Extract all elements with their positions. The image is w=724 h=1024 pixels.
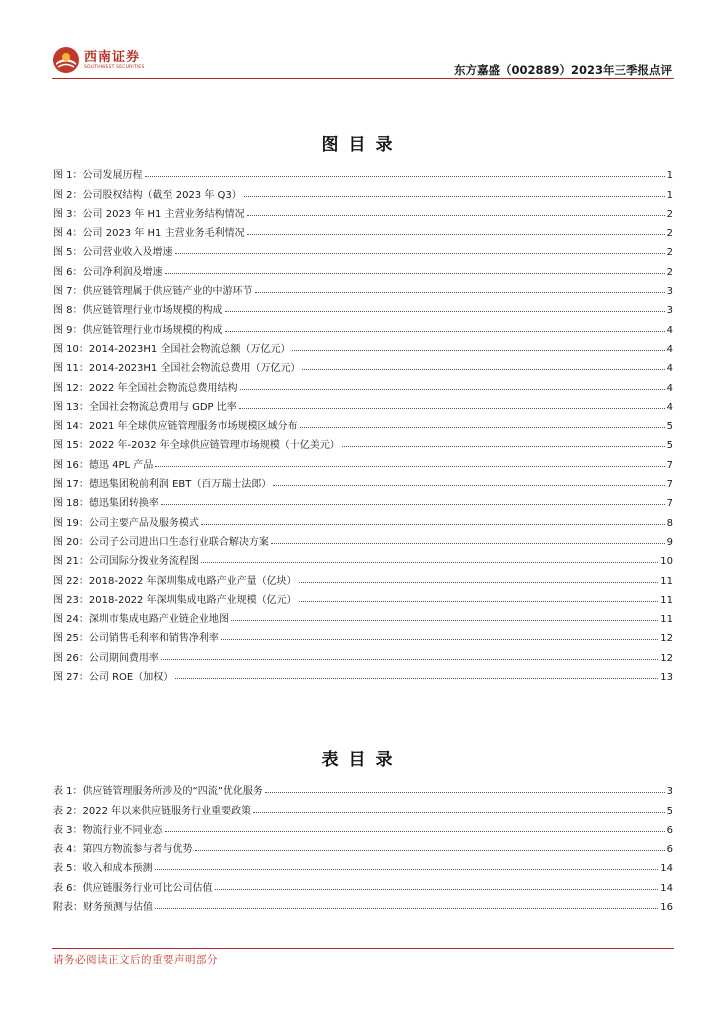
figure-index-entry-page: 4	[666, 382, 673, 394]
dot-leader	[247, 215, 665, 216]
figure-index-entry-page: 5	[666, 440, 673, 452]
figure-index-entry[interactable]	[53, 625, 673, 644]
figure-index-entry[interactable]	[53, 258, 673, 277]
figure-index-entry-page: 4	[666, 363, 673, 375]
figure-index-entry-label: 图 26：公司期间费用率	[53, 652, 159, 664]
figure-index-entry-page: 9	[666, 536, 673, 548]
logo-name-en: SOUTHWEST SECURITIES	[84, 64, 145, 70]
logo-name-cn: 西南证券	[84, 49, 141, 65]
figure-index-entry[interactable]	[53, 239, 673, 258]
table-index-entry-page: 14	[660, 863, 673, 875]
table-index-entry-label: 表 6：供应链服务行业可比公司估值	[53, 882, 213, 894]
figure-index-entry-label: 图 16：德迅 4PL 产品	[53, 459, 154, 471]
figure-index-entry-label: 图 27：公司 ROE（加权）	[53, 672, 174, 684]
figure-index-entry[interactable]	[53, 451, 673, 470]
figure-index-entry-label: 图 1：公司发展历程	[53, 170, 143, 182]
dot-leader	[302, 369, 664, 370]
figure-index-entry[interactable]	[53, 316, 673, 335]
figure-index-entry[interactable]	[53, 432, 673, 451]
footer-divider	[52, 948, 674, 949]
figure-index-entry-label: 图 2：公司股权结构（截至 2023 年 Q3）	[53, 189, 242, 201]
figure-index-entry-page: 7	[666, 459, 673, 471]
dot-leader	[201, 524, 665, 525]
figure-index-entry-page: 12	[660, 652, 673, 664]
figure-index-list	[53, 162, 673, 683]
figure-index-entry-page: 2	[666, 208, 673, 220]
table-index-entry-label: 表 2：2022 年以来供应链服务行业重要政策	[53, 805, 252, 817]
figure-index-entry-label: 图 23：2018-2022 年深圳集成电路产业规模（亿元）	[53, 594, 297, 606]
figure-index-entry-label: 图 3：公司 2023 年 H1 主营业务结构情况	[53, 208, 245, 220]
dot-leader	[175, 253, 665, 254]
figure-index-entry[interactable]	[53, 220, 673, 239]
table-index-entry-page: 5	[666, 805, 673, 817]
dot-leader	[265, 792, 665, 793]
dot-leader	[240, 389, 665, 390]
figure-index-entry-page: 2	[666, 228, 673, 240]
figure-index-entry-label: 图 7：供应链管理属于供应链产业的中游环节	[53, 286, 253, 298]
dot-leader	[239, 408, 665, 409]
figure-index-entry[interactable]	[53, 471, 673, 490]
figure-index-entry[interactable]	[53, 278, 673, 297]
figure-index-entry-page: 4	[666, 324, 673, 336]
table-index-entry[interactable]	[53, 894, 673, 913]
table-index-entry-page: 16	[660, 902, 673, 914]
table-index-entry[interactable]	[53, 817, 673, 836]
figure-index-entry-label: 图 25：公司销售毛利率和销售净利率	[53, 633, 219, 645]
table-index-entry-page: 3	[666, 786, 673, 798]
dot-leader	[253, 812, 664, 813]
figure-index-entry-page: 1	[666, 189, 673, 201]
report-title: 东方嘉盛（002889）2023年三季报点评	[453, 63, 672, 77]
figure-index-entry-page: 2	[666, 247, 673, 259]
figure-index-entry-label: 图 20：公司子公司进出口生态行业联合解决方案	[53, 536, 269, 548]
dot-leader	[299, 582, 659, 583]
figure-index-entry-label: 图 18：德迅集团转换率	[53, 498, 159, 510]
figure-index-entry-label: 图 22：2018-2022 年深圳集成电路产业产量（亿块）	[53, 575, 297, 587]
dot-leader	[155, 466, 664, 467]
dot-leader	[161, 504, 665, 505]
figure-index-entry-page: 11	[660, 575, 673, 587]
figure-index-entry-page: 11	[660, 594, 673, 606]
figure-index-entry[interactable]	[53, 664, 673, 683]
figure-index-entry[interactable]	[53, 490, 673, 509]
figure-index-entry-page: 10	[660, 556, 673, 568]
dot-leader	[201, 562, 658, 563]
figure-index-entry[interactable]	[53, 394, 673, 413]
figure-index-entry-label: 图 6：公司净利润及增速	[53, 266, 163, 278]
figure-index-title: 图目录	[321, 135, 403, 155]
table-index-entry-page: 14	[660, 882, 673, 894]
dot-leader	[155, 869, 659, 870]
dot-leader	[299, 601, 659, 602]
dot-leader	[195, 850, 665, 851]
table-index-entry-label: 表 3：物流行业不同业态	[53, 824, 163, 836]
figure-index-entry-label: 图 21：公司国际分拨业务流程图	[53, 556, 199, 568]
figure-index-entry[interactable]	[53, 606, 673, 625]
dot-leader	[244, 196, 665, 197]
dot-leader	[155, 908, 658, 909]
disclaimer-notice: 请务必阅读正文后的重要声明部分	[53, 954, 218, 966]
table-index-entry[interactable]	[53, 855, 673, 874]
figure-index-entry-page: 4	[666, 343, 673, 355]
figure-index-entry-label: 图 11：2014-2023H1 全国社会物流总费用（万亿元）	[53, 363, 301, 375]
table-index-entry-label: 表 5：收入和成本预测	[53, 863, 153, 875]
figure-index-entry-page: 3	[666, 305, 673, 317]
figure-index-entry[interactable]	[53, 644, 673, 663]
figure-index-entry-page: 12	[660, 633, 673, 645]
figure-index-entry[interactable]	[53, 529, 673, 548]
figure-index-entry-page: 13	[660, 672, 673, 684]
dot-leader	[175, 678, 658, 679]
figure-index-entry-page: 5	[666, 421, 673, 433]
figure-index-entry-page: 7	[666, 498, 673, 510]
dot-leader	[271, 543, 665, 544]
figure-index-entry-page: 4	[666, 401, 673, 413]
figure-index-entry-page: 8	[666, 517, 673, 529]
table-index-entry[interactable]	[53, 836, 673, 855]
table-index-entry[interactable]	[53, 778, 673, 797]
dot-leader	[225, 311, 665, 312]
figure-index-entry-label: 图 4：公司 2023 年 H1 主营业务毛利情况	[53, 228, 245, 240]
logo-mark-icon	[52, 46, 80, 74]
table-index-entry[interactable]	[53, 874, 673, 893]
figure-index-entry-page: 11	[660, 614, 673, 626]
figure-index-entry[interactable]	[53, 567, 673, 586]
figure-index-entry-page: 1	[666, 170, 673, 182]
figure-index-entry[interactable]	[53, 509, 673, 528]
figure-index-entry-label: 图 17：德迅集团税前利润 EBT（百万瑞士法郎）	[53, 479, 272, 491]
table-index-entry[interactable]	[53, 797, 673, 816]
figure-index-entry-label: 图 19：公司主要产品及服务模式	[53, 517, 199, 529]
dot-leader	[215, 889, 659, 890]
figure-index-entry[interactable]	[53, 548, 673, 567]
figure-index-entry-page: 3	[666, 286, 673, 298]
dot-leader	[247, 234, 665, 235]
figure-index-entry[interactable]	[53, 201, 673, 220]
figure-index-entry-label: 图 10：2014-2023H1 全国社会物流总额（万亿元）	[53, 343, 291, 355]
dot-leader	[292, 350, 664, 351]
table-index-title: 表目录	[321, 750, 403, 770]
header-divider	[52, 78, 674, 79]
dot-leader	[342, 446, 665, 447]
table-index-entry-label: 表 1：供应链管理服务所涉及的“四流”优化服务	[53, 786, 263, 798]
figure-index-entry[interactable]	[53, 336, 673, 355]
dot-leader	[225, 331, 665, 332]
dot-leader	[165, 831, 665, 832]
table-index-entry-label: 附表：财务预测与估值	[53, 902, 153, 914]
figure-index-entry-label: 图 5：公司营业收入及增速	[53, 247, 173, 259]
dot-leader	[165, 273, 665, 274]
table-index-entry-label: 表 4：第四方物流参与者与优势	[53, 844, 193, 856]
figure-index-entry-label: 图 12：2022 年全国社会物流总费用结构	[53, 382, 238, 394]
figure-index-entry-label: 图 24：深圳市集成电路产业链企业地图	[53, 614, 229, 626]
figure-index-entry[interactable]	[53, 374, 673, 393]
figure-index-entry[interactable]	[53, 413, 673, 432]
figure-index-entry-label: 图 9：供应链管理行业市场规模的构成	[53, 324, 223, 336]
table-index-entry-page: 6	[666, 844, 673, 856]
figure-index-entry-page: 7	[666, 479, 673, 491]
dot-leader	[221, 639, 658, 640]
dot-leader	[231, 620, 658, 621]
dot-leader	[273, 485, 664, 486]
figure-index-entry-label: 图 8：供应链管理行业市场规模的构成	[53, 305, 223, 317]
figure-index-entry[interactable]	[53, 355, 673, 374]
figure-index-entry[interactable]	[53, 181, 673, 200]
figure-index-entry[interactable]	[53, 587, 673, 606]
dot-leader	[145, 176, 665, 177]
figure-index-entry-page: 2	[666, 266, 673, 278]
figure-index-entry-label: 图 13：全国社会物流总费用与 GDP 比率	[53, 401, 237, 413]
table-index-entry-page: 6	[666, 824, 673, 836]
table-index-list	[53, 778, 673, 913]
figure-index-entry[interactable]	[53, 297, 673, 316]
company-logo	[52, 44, 145, 76]
dot-leader	[161, 659, 658, 660]
dot-leader	[255, 292, 665, 293]
figure-index-entry-label: 图 14：2021 年全球供应链管理服务市场规模区域分布	[53, 421, 298, 433]
figure-index-entry-label: 图 15：2022 年-2032 年全球供应链管理市场规模（十亿美元）	[53, 440, 340, 452]
figure-index-entry[interactable]	[53, 162, 673, 181]
dot-leader	[300, 427, 665, 428]
